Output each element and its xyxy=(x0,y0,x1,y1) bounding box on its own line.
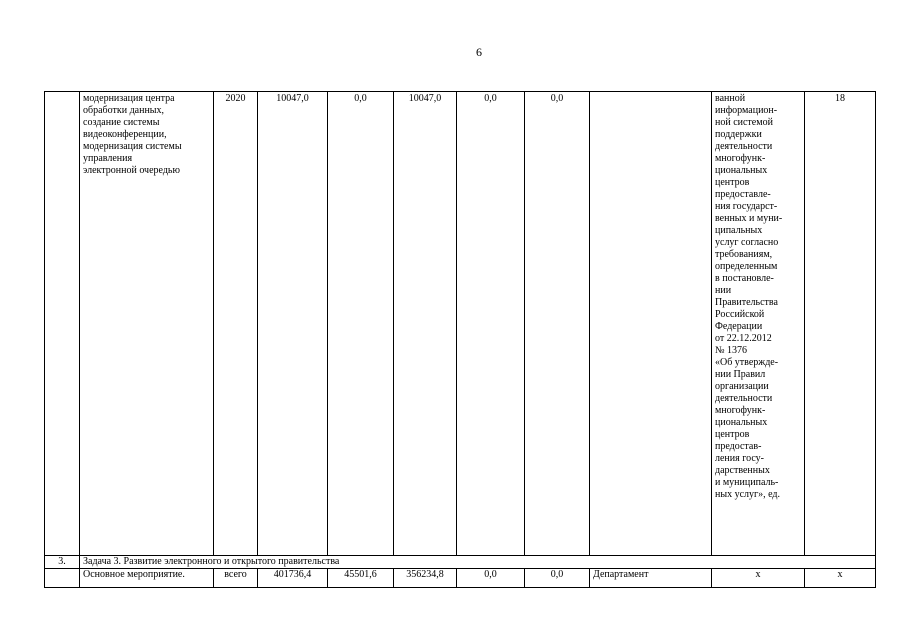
executor-cell xyxy=(590,92,712,556)
executor-cell: Департамент xyxy=(590,569,712,588)
federal-funding-cell: 0,0 xyxy=(328,92,394,556)
other-funding-cell: 0,0 xyxy=(525,92,590,556)
table-row xyxy=(45,569,876,588)
year-cell: всего xyxy=(214,569,258,588)
program-table xyxy=(44,91,876,588)
activity-name-cell: модернизация центра обработки данных, создание системы видеоконференции, модернизация системы управления электронной очередью xyxy=(80,92,214,556)
total-funding-cell: 401736,4 xyxy=(258,569,328,588)
row-number-cell: 3. xyxy=(45,556,80,569)
activity-name-cell: Основное мероприятие. xyxy=(80,569,214,588)
table-row xyxy=(45,92,876,556)
local-funding-cell: 0,0 xyxy=(457,569,525,588)
other-funding-cell: 0,0 xyxy=(525,569,590,588)
task-heading-cell: Задача 3. Развитие электронного и открытого правительства xyxy=(80,556,876,569)
year-cell: 2020 xyxy=(214,92,258,556)
row-number-cell xyxy=(45,92,80,556)
regional-funding-cell: 356234,8 xyxy=(394,569,457,588)
total-funding-cell: 10047,0 xyxy=(258,92,328,556)
local-funding-cell: 0,0 xyxy=(457,92,525,556)
page-number: 6 xyxy=(476,45,482,59)
indicator-value-cell: 18 xyxy=(805,92,876,556)
indicator-cell: ванной информацион- ной системой поддержки деятельности многофунк- циональных центров предоставле- ния государст- венных и муни- ципальных услуг согласно требованиям, определенным в постановле- нии Правительства Российской Федерации от 22.12.2012 № 1376 «Об утвержде- нии Правил организации деятельности многофунк- циональных центров предостав- ления госу- дарственных и муниципаль- ных услуг», ед. xyxy=(712,92,805,556)
regional-funding-cell: 10047,0 xyxy=(394,92,457,556)
row-number-cell xyxy=(45,569,80,588)
table-row xyxy=(45,556,876,569)
indicator-cell: x xyxy=(712,569,805,588)
indicator-value-cell: x xyxy=(805,569,876,588)
federal-funding-cell: 45501,6 xyxy=(328,569,394,588)
